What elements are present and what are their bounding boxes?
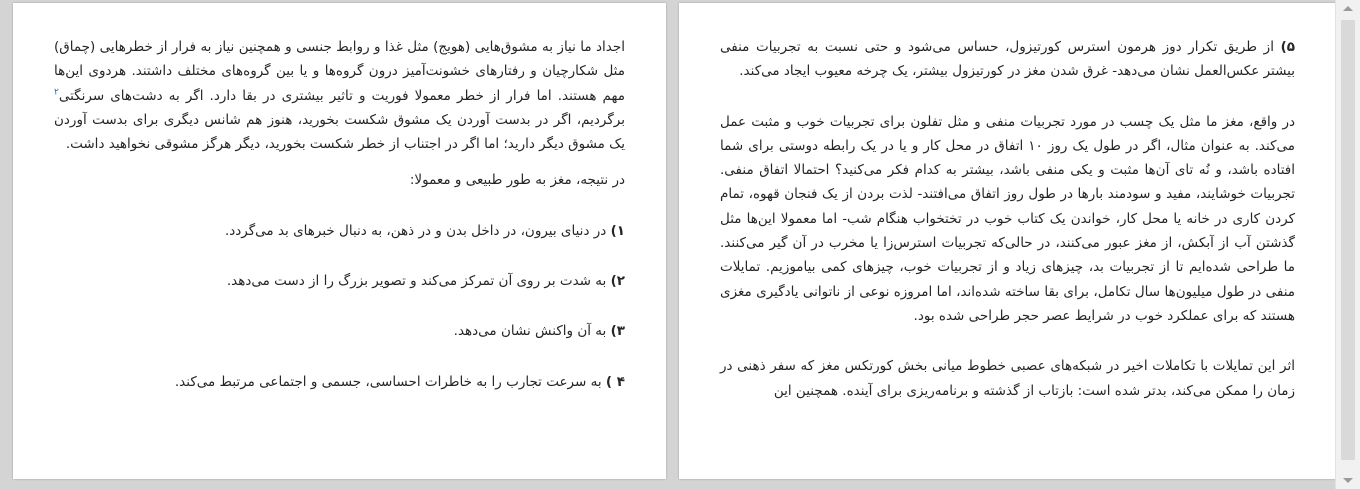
paragraph: اثر این تمایلات با تکاملات اخیر در شبکه‌های عصبی خطوط میانی بخش کورتکس مغز که سفر ذهنی در زمان را ممکن می‌کند، بدتر شده است: بازتاب از گذشته و برنامه‌ریزی برای آینده. همچنین این — [720, 358, 1295, 399]
list-text: به آن واکنش نشان می‌دهد. — [453, 323, 611, 340]
list-number: ۲) — [610, 273, 625, 290]
paragraph — [54, 35, 625, 156]
document-page-right — [679, 3, 1336, 479]
footnote-reference[interactable]: ۲ — [54, 87, 59, 98]
scroll-down-icon[interactable] — [1343, 478, 1353, 483]
vertical-scrollbar[interactable] — [1335, 0, 1360, 489]
paragraph-text: اجداد ما نیاز به مشوق‌هایی (هویج) مثل غذا و روابط جنسی و همچنین نیاز به فرار از خطرهایی (چماق) مثل شکارچیان و رفتارهای خشونت‌آمیز درون گروه‌ها و یا بین گروه‌های مختلف داشتند. هردوی این‌ها مهم هستند. اما فرار از خطر معمولا فوریت و تاثیر بیشتری در بقا دارد. اگر به دشت‌های سرنگتی — [54, 39, 625, 104]
list-text: در دنیای بیرون، در داخل بدن و در ذهن، به دنبال خبرهای بد می‌گردد. — [224, 222, 611, 239]
list-text: به شدت بر روی آن تمرکز می‌کند و تصویر بزرگ را از دست می‌دهد. — [226, 273, 611, 290]
scroll-up-icon[interactable] — [1343, 6, 1353, 11]
list-item — [54, 219, 625, 243]
list-number: ۵) — [1280, 39, 1295, 55]
page-content — [54, 35, 625, 420]
paragraph: در نتیجه، مغز به طور طبیعی و معمولا: — [409, 172, 625, 189]
list-number: ۴ ) — [605, 373, 625, 390]
list-item — [54, 269, 625, 293]
list-item — [54, 370, 625, 394]
paragraph-text: از طریق تکرار دوز هرمون استرس کورتیزول، حساس می‌شود و حتی نسبت به تجربیات منفی بیشتر عکس‌العمل نشان می‌دهد- غرق شدن مغز در کورتیزول بیشتر، یک چرخه معیوب ایجاد می‌کند. — [720, 39, 1295, 80]
list-number: ۱) — [610, 222, 625, 239]
paragraph — [720, 35, 1295, 84]
page-content — [720, 35, 1295, 415]
list-text: به سرعت تجارب را به خاطرات احساسی، جسمی و اجتماعی مرتبط می‌کند. — [174, 373, 606, 390]
paragraph: در واقع، مغز ما مثل یک چسب در مورد تجربیات منفی و مثل تفلون برای تجربیات خوب و مثبت عمل می‌کند. به عنوان مثال، اگر در طول یک روز ۱۰ اتفاق در محل کار و یا در یک رابطه دوستی برای شما افتاده باشد، و نُه تای آن‌ها مثبت و یکی منفی باشد، بیشتر به کدام فکر می‌کنید؟ احتمالا اتفاق منفی. تجربیات خوشایند، مفید و سودمند بارها در طول روز اتفاق می‌افتند- لذت بردن از یک فنجان قهوه، تمام کردن کاری در خانه یا محل کار، خواندن یک کتاب خوب در تختخواب هنگام شب- اما معمولا این‌ها مثل گذشتن آب از آبکش، از مغز عبور می‌کنند، در حالی‌که تجربیات استرس‌زا یا مخرب در آن گیر می‌کنند. ما طراحی شده‌ایم تا از تجربیات بد، چیزهای زیاد و از تجربیات خوب، چیزهای کمی بیاموزیم. تمایلات منفی در طول میلیون‌ها سال تکامل، برای بقا ساخته شده‌اند، اما امروزه نوعی از ناتوانی یادگیری مغزی هستند که برای عملکرد خوب در شرایط عصر حجر طراحی شده بود. — [720, 113, 1295, 324]
document-page-left — [13, 3, 666, 479]
paragraph-text: برگردیم، اگر در بدست آوردن یک مشوق شکست بخورید، هنوز هم شانس دیگری برای بدست آوردن یک مشوق دیگر دارید؛ اما اگر در اجتناب از خطر شکست بخورید، دیگر هرگز مشوقی نخواهید داشت. — [54, 111, 625, 153]
list-number: ۳) — [610, 323, 625, 340]
scroll-thumb[interactable] — [1341, 20, 1355, 460]
list-item — [54, 319, 625, 343]
